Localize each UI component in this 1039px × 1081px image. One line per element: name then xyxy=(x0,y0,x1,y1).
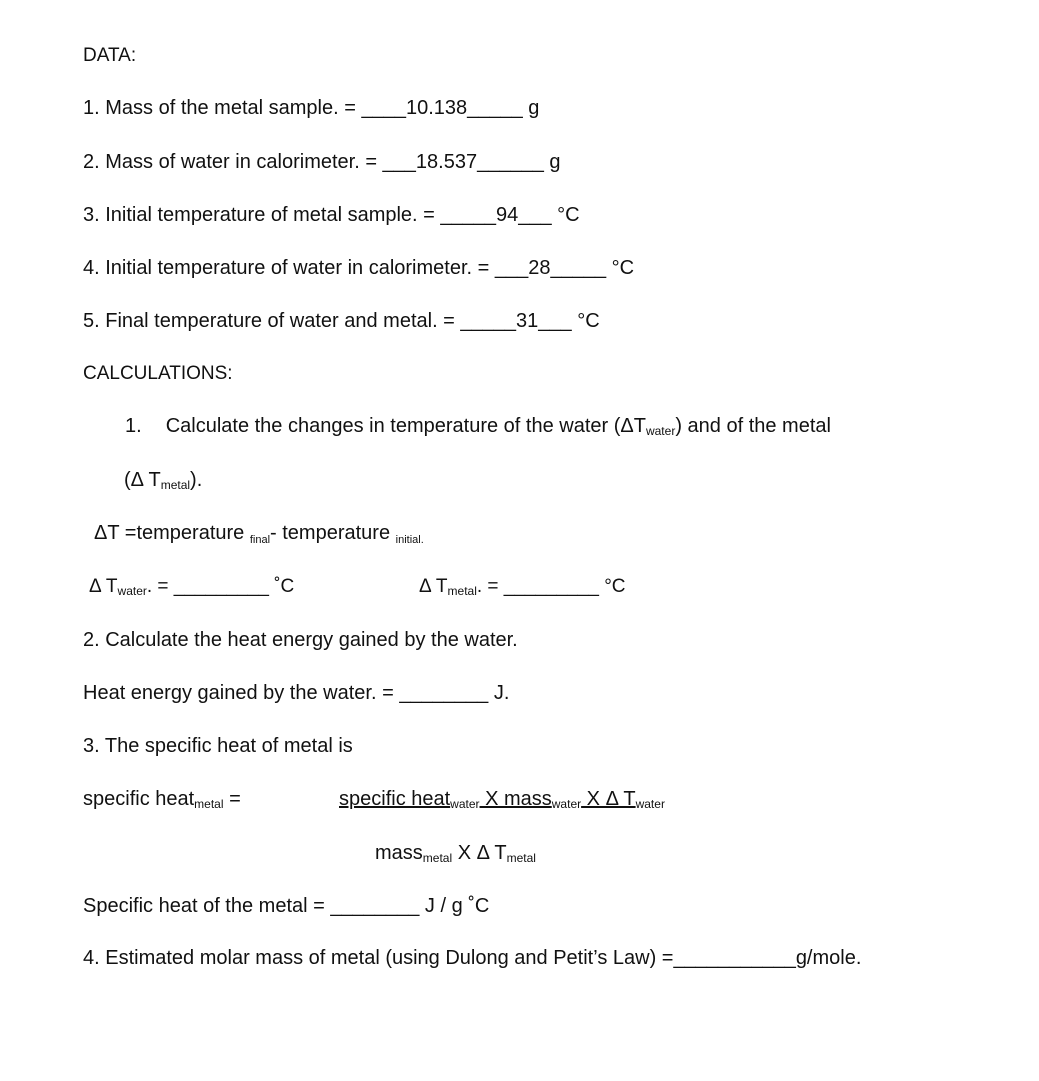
delta-def-mid: - temperature xyxy=(270,522,396,544)
delta-def-initial-subscript: initial. xyxy=(395,534,424,546)
data-item-initial-temp-metal: 3. Initial temperature of metal sample. = _____94___ °C xyxy=(83,204,580,226)
delta-metal-post: . = _________ °C xyxy=(476,576,626,597)
specific-heat-numerator xyxy=(339,786,665,812)
data-item-mass-metal: 1. Mass of the metal sample. = ____10.138_____ g xyxy=(83,97,540,119)
calculations-heading: CALCULATIONS: xyxy=(83,363,233,384)
delta-water-subscript: water xyxy=(117,584,147,598)
calc1-line2-pre: (Δ T xyxy=(124,469,161,491)
calc1-metal-subscript: metal xyxy=(160,478,191,492)
num-c: X Δ T xyxy=(581,788,636,810)
calc1-water-subscript: water xyxy=(645,424,676,438)
delta-metal-subscript: metal xyxy=(447,584,477,598)
den-b-subscript: metal xyxy=(506,851,536,865)
delta-t-definition xyxy=(94,520,424,546)
data-item-initial-temp-water: 4. Initial temperature of water in calorimeter. = ___28_____ °C xyxy=(83,257,635,279)
calc1-text: Calculate the changes in temperature of the water (ΔT xyxy=(165,415,646,437)
num-a: specific heat xyxy=(339,788,451,810)
num-a-subscript: water xyxy=(450,797,480,811)
delta-t-water-answer xyxy=(89,574,294,600)
num-c-subscript: water xyxy=(635,797,665,811)
den-a-subscript: metal xyxy=(422,851,453,865)
delta-water-pre: Δ T xyxy=(89,576,118,597)
num-b: X mass xyxy=(479,788,552,810)
num-b-subscript: water xyxy=(551,797,582,811)
calc1-number: 1. xyxy=(125,415,142,437)
lhs-equals: = xyxy=(223,788,241,810)
delta-def-final-subscript: final xyxy=(249,534,271,546)
calc4-molar-mass: 4. Estimated molar mass of metal (using Dulong and Petit’s Law) =___________g/mole. xyxy=(83,947,862,969)
calc1-line2 xyxy=(124,467,202,493)
delta-water-post: . = _________ ˚C xyxy=(146,576,295,597)
data-item-final-temp: 5. Final temperature of water and metal. = _____31___ °C xyxy=(83,310,600,332)
calc3-title: 3. The specific heat of metal is xyxy=(83,735,353,757)
calc1-line2-post: ). xyxy=(190,469,203,491)
delta-metal-pre: Δ T xyxy=(419,576,448,597)
calc2-title: 2. Calculate the heat energy gained by the water. xyxy=(83,629,518,651)
data-heading: DATA: xyxy=(83,45,137,66)
den-a: mass xyxy=(375,842,423,864)
specific-heat-lhs xyxy=(83,786,241,812)
specific-heat-denominator xyxy=(375,840,536,866)
delta-t-metal-answer xyxy=(419,574,626,600)
den-b: X Δ T xyxy=(452,842,507,864)
lhs-subscript: metal xyxy=(194,797,224,811)
lhs-text: specific heat xyxy=(83,788,195,810)
delta-def-pre: ΔT =temperature xyxy=(94,522,250,544)
calc1-text-mid: ) and of the metal xyxy=(675,415,831,437)
specific-heat-answer: Specific heat of the metal = ________ J / g ˚C xyxy=(83,895,490,917)
calc1-line1 xyxy=(125,413,831,439)
calc2-answer: Heat energy gained by the water. = ________ J. xyxy=(83,682,510,704)
data-item-mass-water: 2. Mass of water in calorimeter. = ___18.537______ g xyxy=(83,151,561,173)
